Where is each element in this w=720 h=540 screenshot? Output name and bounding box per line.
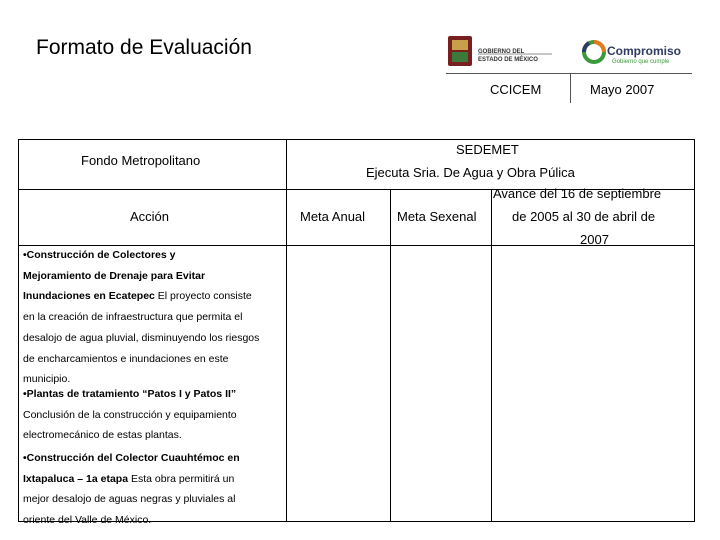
compromiso-logo-text: Compromiso [607,44,682,58]
fondo-label: Fondo Metropolitano [81,153,201,168]
header-divider [446,73,692,74]
col-header-meta-sexenal: Meta Sexenal [397,209,477,224]
agency-label: SEDEMET [456,142,519,157]
accion-list: •Construcción de Colectores y Mejoramiento de Drenaje para Evitar Inundaciones en Ecatepec El proyecto consiste en la creación de infraestructura que permita el desalojo de agua pluvial, disminuyendo los riesgos de encharcamientos e inundaciones en este municipio. •Plantas de tratamiento “Patos I y Patos II” Conclusión de la construcción y equipamiento electromecánico de estas plantas. •Construcción del Colector Cuauhtémoc en Ixtapaluca – 1a etapa Esta obra permitirá un mejor desalojo de aguas negras y pluviales al oriente del Valle de México. [23,245,285,531]
date-label: Mayo 2007 [590,82,655,97]
header-vertical-divider [570,73,571,103]
col-header-avance-line2: de 2005 al 30 de abril de [512,209,656,224]
list-item: •Plantas de tratamiento “Patos I y Patos II” [23,387,237,400]
org-label: CCICEM [490,82,542,97]
col-header-accion: Acción [130,209,170,224]
list-item: •Construcción de Colectores y [23,249,176,261]
page-title: Formato de Evaluación [36,36,252,59]
compromiso-tagline: Gobierno que cumple [612,59,670,65]
gobierno-logo-text: GOBIERNO DEL ESTADO DE MÉXICO [478,49,538,63]
col-divider [390,189,391,522]
col-divider [286,140,287,522]
col-header-avance-line1: Avance del 16 de septiembre [493,186,662,201]
col-header-avance-line3: 2007 [580,232,609,247]
executor-label: Ejecuta Sria. De Agua y Obra Púlica [366,165,575,180]
list-item: •Construcción del Colector Cuauhtémoc en [23,452,240,465]
col-divider [491,189,492,522]
col-header-meta-anual: Meta Anual [300,209,366,224]
